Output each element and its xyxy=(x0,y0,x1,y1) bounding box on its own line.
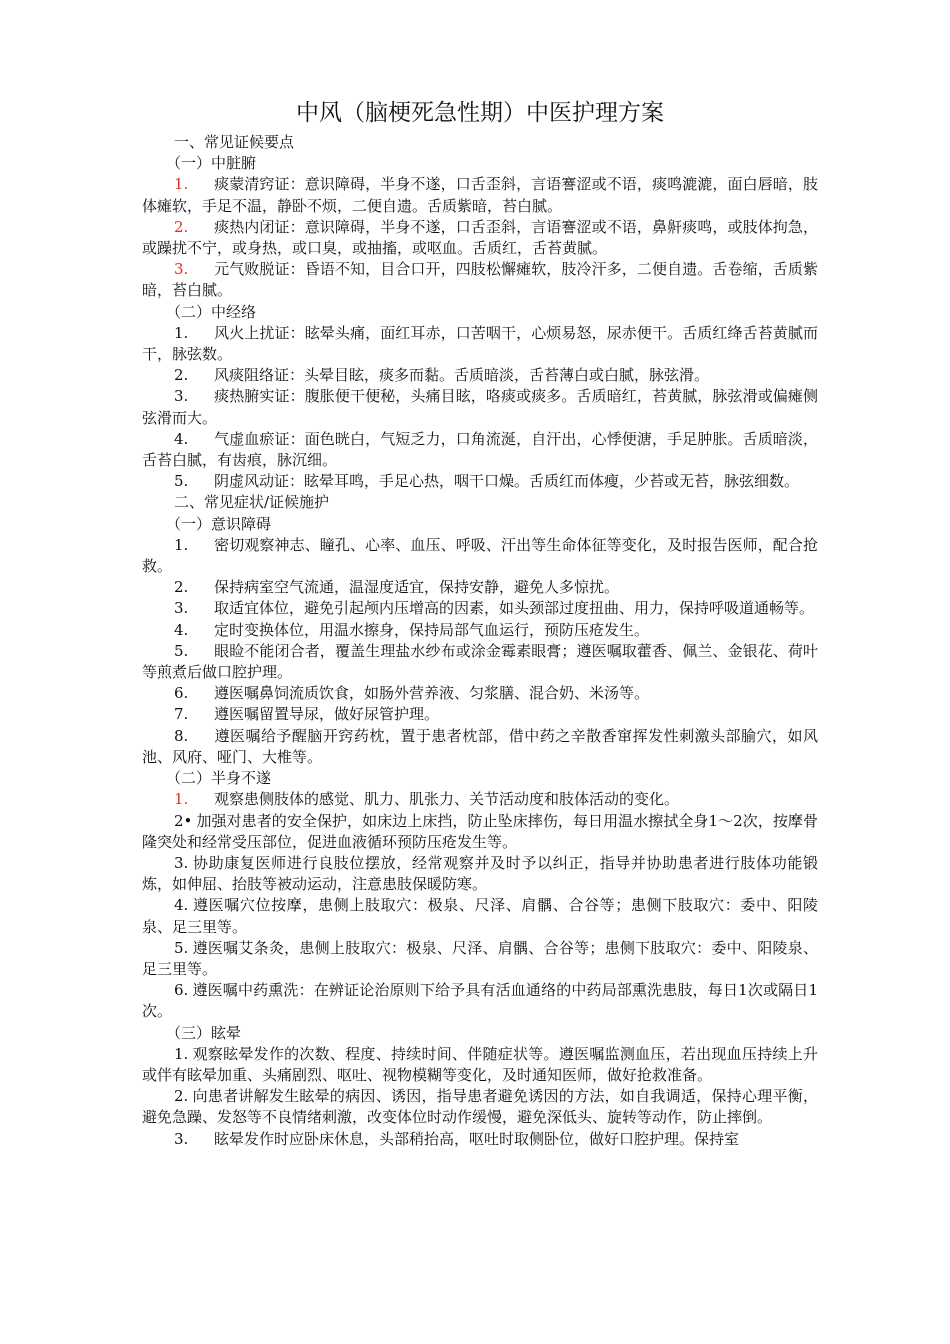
item-text: 加强对患者的安全保护，如床边上床挡，防止坠床摔伤，每日用温水擦拭全身1～2次，按摩骨隆突处和经常受压部位，促进血液循环预防压疮发生等。 xyxy=(142,811,818,851)
item-text: 眼睑不能闭合者，覆盖生理盐水纱布或涂金霉素眼膏；遵医嘱取藿香、佩兰、金银花、荷叶等煎煮后做口腔护理。 xyxy=(142,641,818,682)
item-text: 取适宜体位，避免引起颅内压增高的因素，如头颈部过度扭曲、用力，保持呼吸道通畅等。 xyxy=(214,599,815,618)
subsection-heading: （二）半身不遂 xyxy=(166,769,272,788)
item-number: 1. xyxy=(174,535,189,554)
list-item xyxy=(142,811,818,853)
item-text: 遵医嘱中药熏洗：在辨证论治原则下给予具有活血通络的中药局部熏洗患肢，每日1次或隔日1次。 xyxy=(142,981,818,1021)
item-text: 定时变换体位，用温水擦身，保持局部气血运行，预防压疮发生。 xyxy=(214,620,650,639)
item-text: 遵医嘱穴位按摩，患侧上肢取穴：极泉、尺泽、肩髃、合谷等；患侧下肢取穴：委中、阳陵泉、足三里等。 xyxy=(142,896,818,936)
list-item xyxy=(142,641,818,683)
item-text: 遵医嘱艾条灸，患侧上肢取穴：极泉、尺泽、肩髃、合谷等；患侧下肢取穴：委中、阳陵泉、足三里等。 xyxy=(142,938,818,978)
item-number: 1. xyxy=(174,175,189,194)
item-text: 痰热腑实证：腹胀便干便秘，头痛目眩，咯痰或痰多。舌质暗红，苔黄腻，脉弦滑或偏瘫侧弦滑而大。 xyxy=(142,387,818,427)
item-text: 风火上扰证：眩晕头痛，面红耳赤，口苦咽干，心烦易怒，尿赤便干。舌质红绛舌苔黄腻而干，脉弦数。 xyxy=(142,323,818,364)
list-item xyxy=(142,217,818,259)
item-number: 3. xyxy=(174,1129,189,1148)
list-item xyxy=(142,1129,818,1150)
list-item xyxy=(142,789,818,810)
item-number: 7. xyxy=(174,705,189,724)
list-item xyxy=(142,535,818,577)
list-zhongzangfu xyxy=(142,174,818,301)
item-number: 3. xyxy=(174,599,189,618)
item-number: 8. xyxy=(174,726,189,745)
subsection-heading: （三）眩晕 xyxy=(166,1023,242,1042)
item-number: 2. xyxy=(174,578,189,597)
list-banshenbusui xyxy=(142,811,818,1023)
item-text: 观察患侧肢体的感觉、肌力、肌张力、关节活动度和肢体活动的变化。 xyxy=(214,790,680,809)
list-item xyxy=(142,598,818,619)
item-number: 2. xyxy=(174,366,189,385)
item-text: 遵医嘱留置导尿，做好尿管护理。 xyxy=(214,705,440,724)
item-number: 3. xyxy=(174,260,189,279)
list-zhongjingluo xyxy=(142,323,818,493)
item-text: 痰蒙清窍证：意识障碍，半身不遂，口舌歪斜，言语謇涩或不语，痰鸣漉漉，面白唇暗，肢体瘫软，手足不温，静卧不烦，二便自遗。舌质紫暗，苔白腻。 xyxy=(142,175,818,215)
list-item xyxy=(142,704,818,725)
list-item xyxy=(142,174,818,216)
subsection-heading: （一）中脏腑 xyxy=(166,154,257,173)
item-text: 痰热内闭证：意识障碍，半身不遂，口舌歪斜，言语謇涩或不语，鼻鼾痰鸣，或肢体拘急，或躁扰不宁，或身热，或口臭，或抽搐，或呕血。舌质红，舌苔黄腻。 xyxy=(142,217,818,258)
list-item xyxy=(142,365,818,386)
list-item xyxy=(142,726,818,768)
list-item xyxy=(142,980,818,1022)
item-number: 6. xyxy=(174,981,189,1000)
list-item xyxy=(142,259,818,301)
list-xuanyun xyxy=(142,1044,818,1129)
item-text: 观察眩晕发作的次数、程度、持续时间、伴随症状等。遵医嘱监测血压，若出现血压持续上升或伴有眩晕加重、头痛剧烈、呕吐、视物模糊等变化，及时通知医师，做好抢救准备。 xyxy=(142,1044,818,1084)
list-item xyxy=(142,429,818,471)
document-title: 中风（脑梗死急性期）中医护理方案 xyxy=(296,100,664,126)
section-heading: 二、常见症状/证候施护 xyxy=(174,493,330,512)
item-text: 气虚血瘀证：面色晄白，气短乏力，口角流涎，自汗出，心悸便溏，手足肿胀。舌质暗淡，舌苔白腻，有齿痕，脉沉细。 xyxy=(142,429,818,470)
item-number: 3. xyxy=(174,853,189,872)
item-text: 向患者讲解发生眩晕的病因、诱因，指导患者避免诱因的方法，如自我调适，保持心理平衡，避免急躁、发怒等不良情绪刺激，改变体位时动作缓慢，避免深低头、旋转等动作，防止摔倒。 xyxy=(142,1087,818,1127)
list-item xyxy=(142,938,818,980)
item-text: 协助康复医师进行良肢位摆放，经常观察并及时予以纠正，指导并协助患者进行肢体功能锻炼，如伸屈、抬肢等被动运动，注意患肢保暖防寒。 xyxy=(142,853,818,894)
list-item xyxy=(142,323,818,365)
list-item xyxy=(142,683,818,704)
item-number: 5. xyxy=(174,641,189,660)
item-number: 3. xyxy=(174,387,189,406)
item-number: 2. xyxy=(174,1087,189,1106)
item-number: 4. xyxy=(174,896,189,915)
item-text: 元气败脱证：昏语不知，目合口开，四肢松懈瘫软，肢冷汗多，二便自遗。舌卷缩，舌质紫暗，苔白腻。 xyxy=(142,260,818,300)
list-item xyxy=(142,471,818,492)
item-number: 1. xyxy=(174,1044,189,1063)
item-text: 保持病室空气流通，温湿度适宜，保持安静，避免人多惊扰。 xyxy=(214,578,620,597)
item-text: 阴虚风动证：眩晕耳鸣，手足心热，咽干口燥。舌质红而体瘦，少苔或无苔，脉弦细数。 xyxy=(214,472,800,491)
item-text: 密切观察神志、瞳孔、心率、血压、呼吸、汗出等生命体征等变化，及时报告医师，配合抢救。 xyxy=(142,535,818,576)
section-heading: 一、常见证候要点 xyxy=(174,133,295,151)
item-number: 2• xyxy=(174,811,193,830)
list-item xyxy=(142,853,818,895)
item-text: 遵医嘱鼻饲流质饮食，如肠外营养液、匀浆膳、混合奶、米汤等。 xyxy=(214,684,650,703)
list-yishizhangai xyxy=(142,535,818,768)
list-item xyxy=(142,577,818,598)
list-item xyxy=(142,1044,818,1086)
item-number: 5. xyxy=(174,938,189,957)
list-item xyxy=(142,1086,818,1128)
item-number: 5. xyxy=(174,472,189,491)
subsection-heading: （一）意识障碍 xyxy=(166,514,272,533)
document-page xyxy=(142,96,818,1150)
item-number: 2. xyxy=(174,217,189,236)
item-text: 遵医嘱给予醒脑开窍药枕，置于患者枕部，借中药之辛散香窜挥发性刺激头部腧穴，如风池、风府、哑门、大椎等。 xyxy=(142,726,818,766)
list-item xyxy=(142,386,818,428)
item-number: 1. xyxy=(174,323,189,342)
item-number: 6. xyxy=(174,684,189,703)
item-text: 风痰阻络证：头晕目眩，痰多而黏。舌质暗淡，舌苔薄白或白腻，脉弦滑。 xyxy=(214,366,710,385)
item-number: 4. xyxy=(174,429,189,448)
subsection-heading: （二）中经络 xyxy=(166,302,257,321)
item-number: 4. xyxy=(174,620,189,639)
list-item xyxy=(142,895,818,937)
item-text: 眩晕发作时应卧床休息，头部稍抬高，呕吐时取侧卧位，做好口腔护理。保持室 xyxy=(214,1129,740,1148)
item-number: 1. xyxy=(174,790,189,809)
list-item xyxy=(142,620,818,641)
